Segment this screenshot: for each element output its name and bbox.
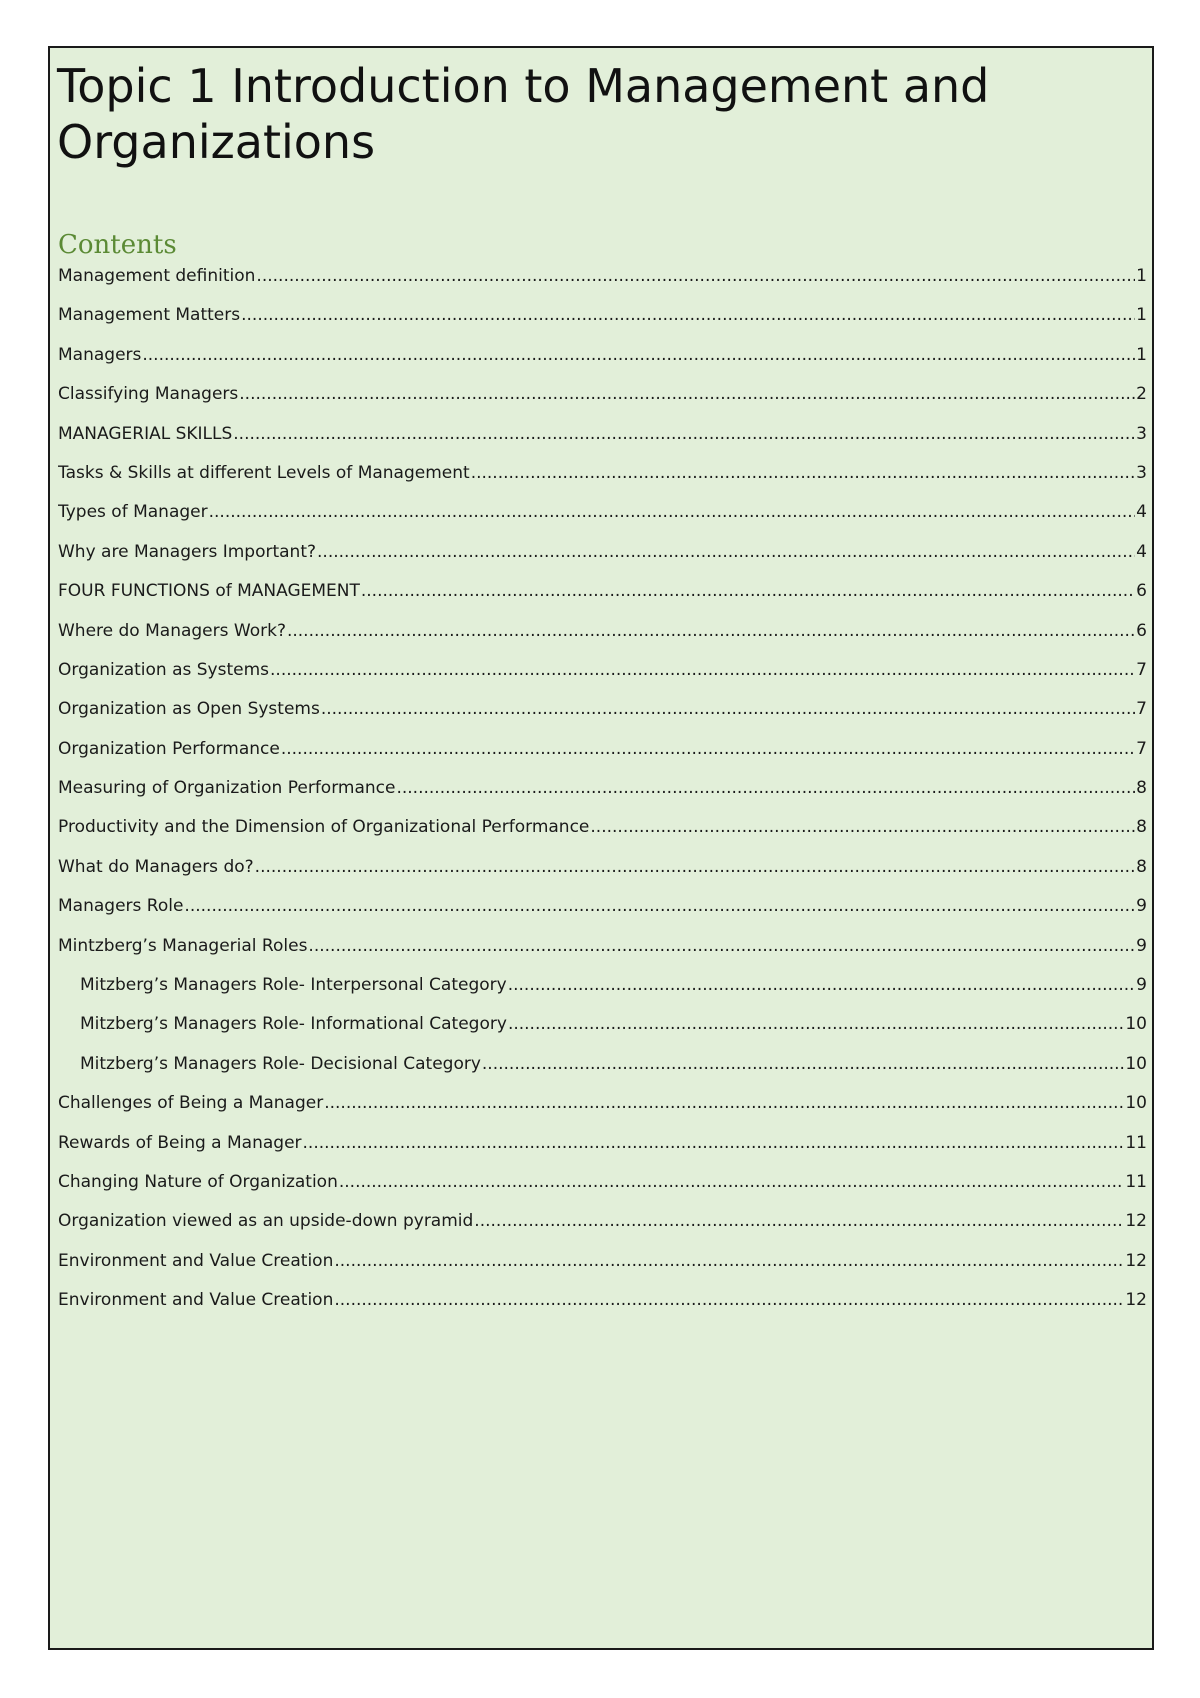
toc-dot-leader	[233, 421, 1135, 447]
toc-entry[interactable]	[58, 618, 1147, 657]
toc-entry[interactable]	[58, 460, 1147, 499]
toc-entry-page-number: 3	[1136, 462, 1147, 483]
toc-entry[interactable]	[58, 736, 1147, 775]
toc-entry-label: MANAGERIAL SKILLS	[58, 423, 233, 444]
toc-entry-label: Productivity and the Dimension of Organizational Performance	[58, 817, 590, 838]
toc-entry[interactable]	[58, 972, 1147, 1011]
toc-entry-page-number: 10	[1125, 1093, 1147, 1114]
toc-entry[interactable]	[58, 578, 1147, 617]
toc-entry[interactable]	[58, 893, 1147, 932]
contents-heading: Contents	[58, 230, 177, 260]
document-title: Topic 1 Introduction to Management and Organizations	[57, 59, 990, 169]
toc-entry-label: Rewards of Being a Manager	[58, 1132, 302, 1153]
toc-dot-leader	[317, 539, 1135, 565]
toc-dot-leader	[361, 578, 1135, 604]
toc-entry-label: Mintzberg’s Managerial Roles	[58, 935, 308, 956]
toc-entry-page-number: 9	[1136, 896, 1147, 917]
toc-entry-page-number: 7	[1136, 659, 1147, 680]
toc-entry-label: Management definition	[58, 266, 256, 286]
table-of-contents	[58, 263, 1147, 1327]
toc-entry-label: Mitzberg’s Managers Role- Decisional Category	[80, 1053, 481, 1074]
toc-entry-page-number: 10	[1125, 1053, 1147, 1074]
toc-dot-leader	[209, 499, 1136, 525]
toc-entry-label: Measuring of Organization Performance	[58, 778, 396, 799]
toc-entry-page-number: 12	[1125, 1250, 1147, 1271]
toc-dot-leader	[471, 460, 1135, 486]
toc-entry-label: Organization viewed as an upside-down pyramid	[58, 1211, 474, 1232]
toc-entry-label: Classifying Managers	[58, 384, 239, 405]
toc-entry-page-number: 12	[1125, 1211, 1147, 1232]
toc-entry[interactable]	[58, 499, 1147, 538]
toc-entry[interactable]	[58, 381, 1147, 420]
toc-entry[interactable]	[58, 1011, 1147, 1050]
toc-entry-label: Organization as Systems	[58, 659, 270, 680]
toc-entry-label: Managers Role	[58, 896, 184, 917]
toc-dot-leader	[142, 342, 1135, 368]
toc-entry-page-number: 11	[1125, 1171, 1147, 1192]
toc-entry-label: Types of Manager	[58, 502, 208, 523]
toc-entry-page-number: 7	[1136, 738, 1147, 759]
toc-entry[interactable]	[58, 1169, 1147, 1208]
toc-entry-page-number: 6	[1136, 581, 1147, 602]
toc-dot-leader	[281, 736, 1135, 762]
toc-entry[interactable]	[58, 1051, 1147, 1090]
toc-dot-leader	[287, 618, 1135, 644]
toc-entry[interactable]	[58, 854, 1147, 893]
toc-entry-label: Where do Managers Work?	[58, 620, 286, 641]
toc-entry[interactable]	[58, 302, 1147, 341]
toc-dot-leader	[256, 263, 1135, 289]
toc-entry[interactable]	[58, 933, 1147, 972]
toc-entry-page-number: 1	[1136, 344, 1147, 365]
toc-entry[interactable]	[58, 814, 1147, 853]
toc-dot-leader	[482, 1051, 1124, 1077]
toc-entry-label: Management Matters	[58, 305, 241, 326]
toc-entry[interactable]	[58, 657, 1147, 696]
toc-entry[interactable]	[58, 696, 1147, 735]
toc-entry-page-number: 2	[1136, 384, 1147, 405]
toc-entry-label: Mitzberg’s Managers Role- Informational Category	[80, 1014, 507, 1035]
toc-entry-label: Why are Managers Important?	[58, 541, 317, 562]
toc-entry-label: Changing Nature of Organization	[58, 1171, 338, 1192]
toc-entry-page-number: 9	[1136, 975, 1147, 996]
toc-dot-leader	[474, 1208, 1124, 1234]
toc-entry-label: What do Managers do?	[58, 856, 254, 877]
toc-entry-page-number: 3	[1136, 423, 1147, 444]
toc-entry[interactable]	[58, 263, 1147, 302]
toc-entry-page-number: 4	[1136, 502, 1147, 523]
toc-dot-leader	[241, 302, 1135, 328]
toc-entry-page-number: 4	[1136, 541, 1147, 562]
toc-dot-leader	[308, 933, 1135, 959]
toc-entry-label: Managers	[58, 344, 142, 365]
toc-entry-page-number: 8	[1136, 856, 1147, 877]
toc-dot-leader	[270, 657, 1135, 683]
toc-entry-page-number: 8	[1136, 778, 1147, 799]
toc-entry-label: Mitzberg’s Managers Role- Interpersonal Category	[80, 975, 507, 996]
toc-dot-leader	[508, 972, 1135, 998]
toc-dot-leader	[321, 696, 1135, 722]
toc-dot-leader	[239, 381, 1135, 407]
toc-entry-label: Challenges of Being a Manager	[58, 1093, 324, 1114]
toc-dot-leader	[324, 1090, 1124, 1116]
toc-entry[interactable]	[58, 1287, 1147, 1326]
toc-entry[interactable]	[58, 1248, 1147, 1287]
toc-entry-page-number: 11	[1125, 1132, 1147, 1153]
toc-entry-label: Organization Performance	[58, 738, 280, 759]
toc-dot-leader	[334, 1287, 1124, 1313]
toc-dot-leader	[255, 854, 1136, 880]
toc-dot-leader	[396, 775, 1135, 801]
toc-entry-page-number: 9	[1136, 935, 1147, 956]
toc-entry-label: FOUR FUNCTIONS of MANAGEMENT	[58, 581, 360, 602]
toc-dot-leader	[590, 814, 1135, 840]
toc-dot-leader	[508, 1011, 1124, 1037]
toc-dot-leader	[334, 1248, 1124, 1274]
toc-entry[interactable]	[58, 1090, 1147, 1129]
toc-entry-page-number: 12	[1125, 1290, 1147, 1311]
toc-entry-page-number: 1	[1136, 266, 1147, 286]
toc-entry-label: Tasks & Skills at different Levels of Management	[58, 462, 470, 483]
toc-dot-leader	[339, 1169, 1125, 1195]
toc-entry-label: Environment and Value Creation	[58, 1290, 334, 1311]
toc-entry[interactable]	[58, 775, 1147, 814]
toc-entry-page-number: 1	[1136, 305, 1147, 326]
toc-entry-page-number: 8	[1136, 817, 1147, 838]
toc-entry[interactable]	[58, 1208, 1147, 1247]
toc-entry[interactable]	[58, 421, 1147, 460]
toc-entry-label: Organization as Open Systems	[58, 699, 320, 720]
toc-entry[interactable]	[58, 342, 1147, 381]
toc-entry[interactable]	[58, 539, 1147, 578]
toc-dot-leader	[303, 1130, 1125, 1156]
toc-entry-page-number: 7	[1136, 699, 1147, 720]
toc-entry-page-number: 6	[1136, 620, 1147, 641]
toc-dot-leader	[184, 893, 1135, 919]
toc-entry[interactable]	[58, 1130, 1147, 1169]
toc-entry-label: Environment and Value Creation	[58, 1250, 334, 1271]
toc-entry-page-number: 10	[1125, 1014, 1147, 1035]
